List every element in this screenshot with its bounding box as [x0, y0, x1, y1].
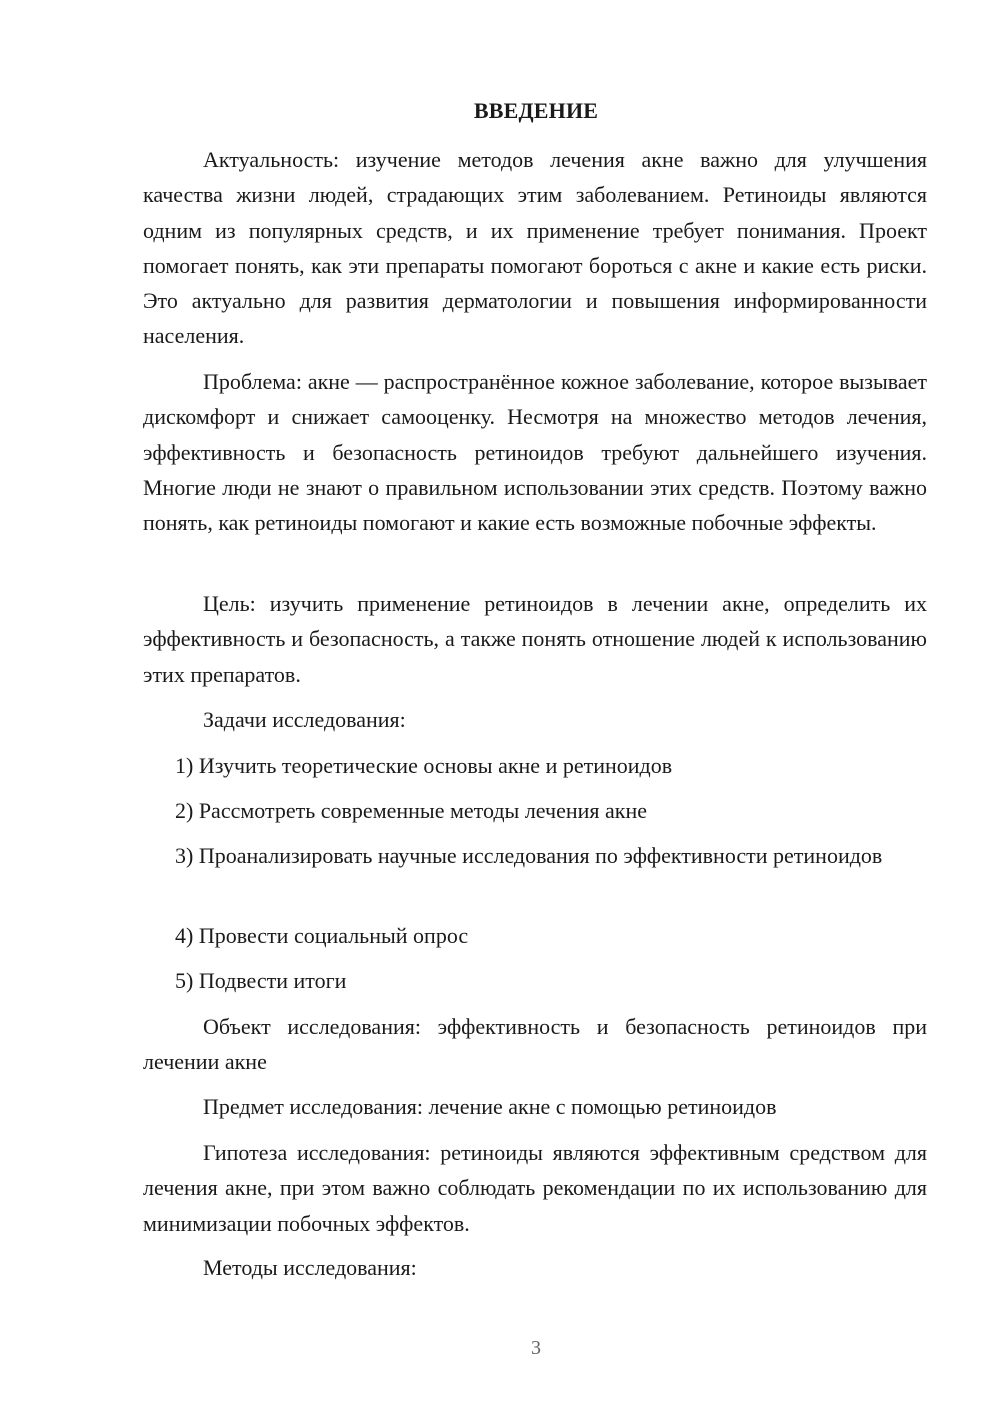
task-item-1: 1) Изучить теоретические основы акне и ретиноидов	[175, 753, 673, 778]
paragraph-relevance: Актуальность: изучение методов лечения акне важно для улучшения качества жизни людей, страдающих этим заболеванием. Ретиноиды являются одним из популярных средств, и их применение требует понимания. Проект помогает понять, как эти препараты помогают бороться с акне и какие есть риски. Это актуально для развития дерматологии и повышения информированности населения.	[143, 147, 927, 349]
task-item-2: 2) Рассмотреть современные методы лечения акне	[175, 798, 648, 823]
task-item-3: 3) Проанализировать научные исследования по эффективности ретиноидов	[175, 843, 883, 868]
paragraph-goal: Цель: изучить применение ретиноидов в лечении акне, определить их эффективность и безопасность, а также понять отношение людей к использованию этих препаратов.	[143, 591, 927, 687]
paragraph-subject: Предмет исследования: лечение акне с помощью ретиноидов	[203, 1094, 777, 1119]
task-item-5: 5) Подвести итоги	[175, 968, 347, 993]
task-item-4: 4) Провести социальный опрос	[175, 923, 469, 948]
paragraph-object: Объект исследования: эффективность и безопасность ретиноидов при лечении акне	[143, 1014, 927, 1075]
methods-heading: Методы исследования:	[203, 1255, 417, 1280]
paragraph-hypothesis: Гипотеза исследования: ретиноиды являются эффективным средством для лечения акне, при этом важно соблюдать рекомендации по их использованию для минимизации побочных эффектов.	[143, 1140, 927, 1236]
page-number: 3	[531, 1337, 541, 1359]
section-title: ВВЕДЕНИЕ	[473, 98, 599, 123]
paragraph-problem: Проблема: акне — распространённое кожное заболевание, которое вызывает дискомфорт и снижает самооценку. Несмотря на множество методов лечения, эффективность и безопасность ретиноидов требуют дальнейшего изучения. Многие люди не знают о правильном использовании этих средств. Поэтому важно понять, как ретиноиды помогают и какие есть возможные побочные эффекты.	[143, 369, 927, 536]
tasks-heading: Задачи исследования:	[203, 707, 406, 732]
